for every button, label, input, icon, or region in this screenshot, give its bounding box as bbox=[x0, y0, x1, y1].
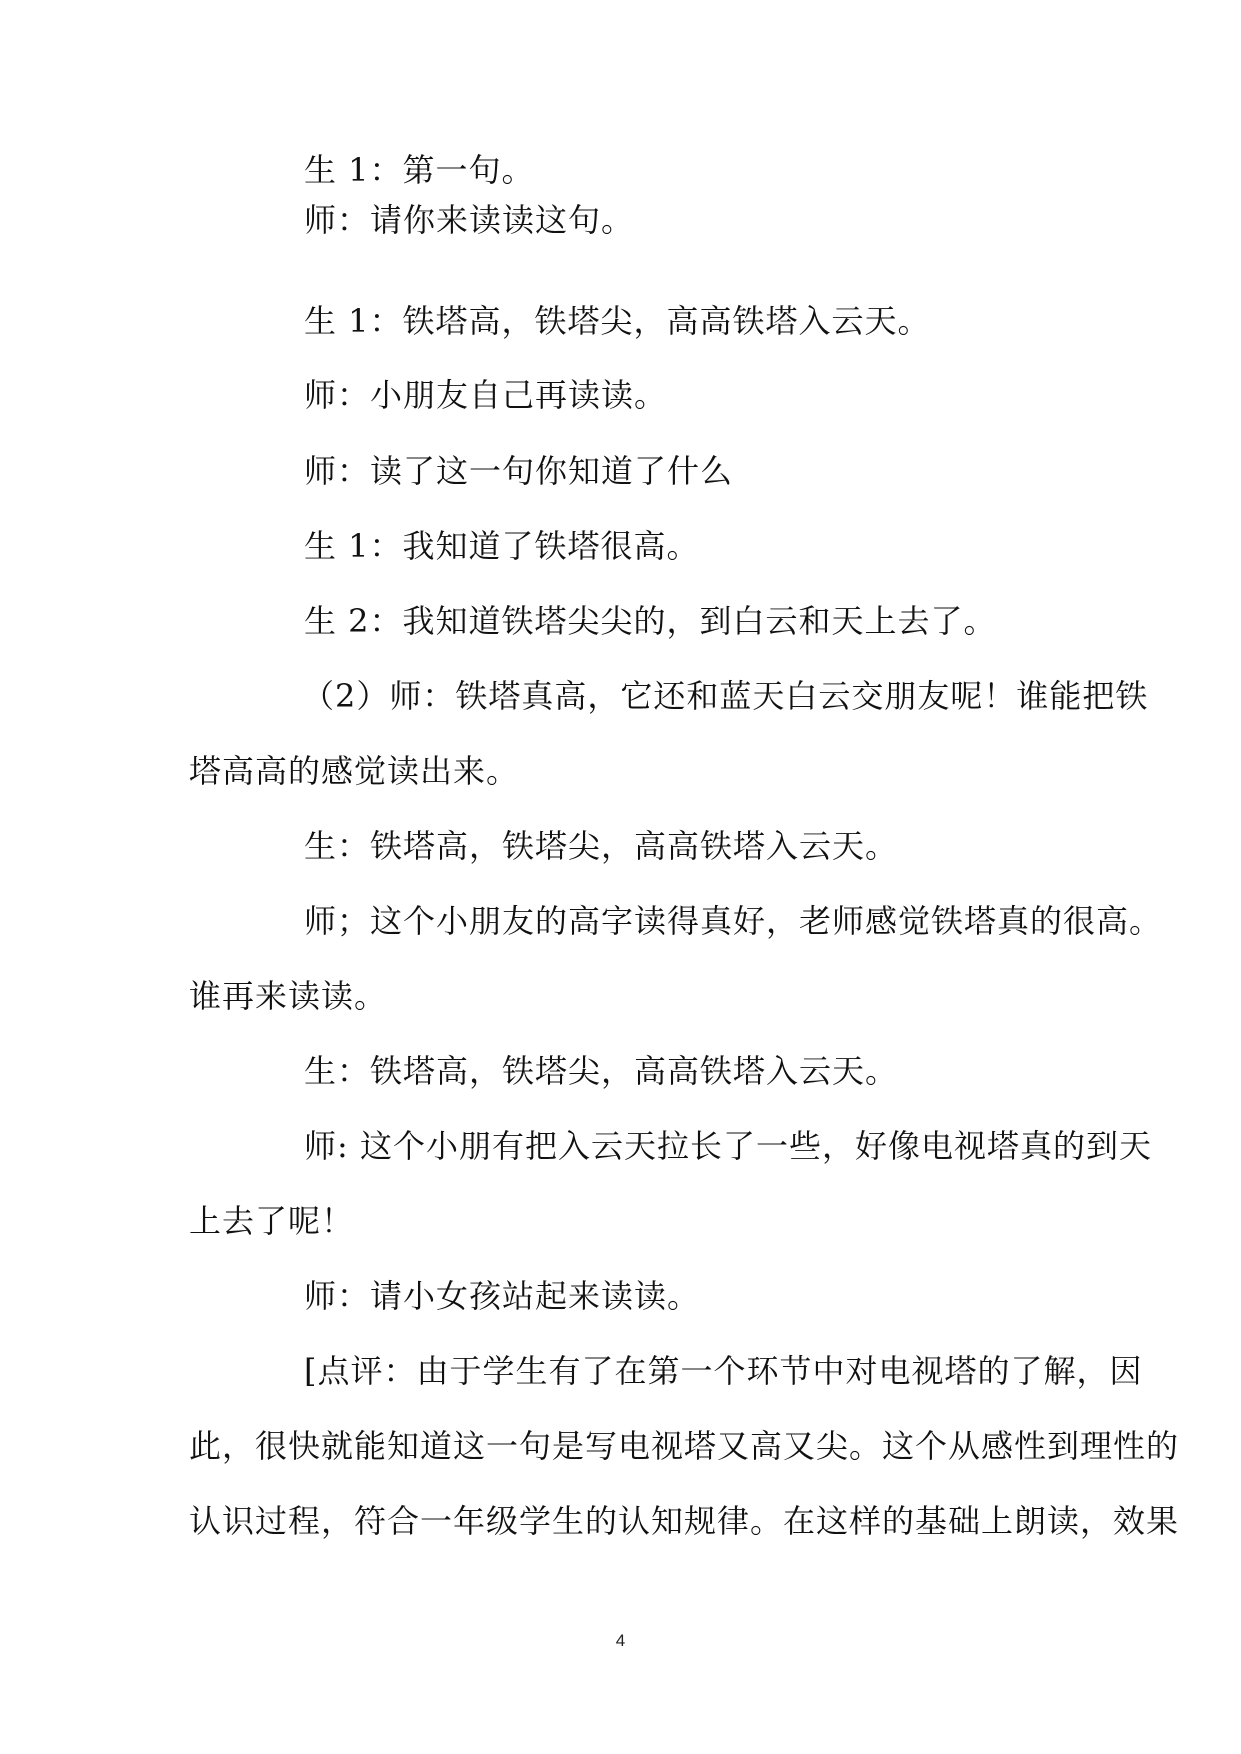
text-line: 塔高高的感觉读出来。 bbox=[189, 752, 520, 790]
text-line: 师：读了这一句你知道了什么 bbox=[304, 452, 734, 490]
text-line: 生 1：我知道了铁塔很高。 bbox=[304, 527, 700, 565]
text-line: 生 2：我知道铁塔尖尖的，到白云和天上去了。 bbox=[304, 602, 997, 640]
text-line: 生：铁塔高，铁塔尖，高高铁塔入云天。 bbox=[304, 827, 899, 865]
text-line: 此，很快就能知道这一句是写电视塔又高又尖。这个从感性到理性的 bbox=[189, 1427, 1180, 1465]
page-number: 4 bbox=[615, 1631, 626, 1650]
text-line: 师：请你来读读这句。 bbox=[304, 201, 635, 239]
text-line: （2）师：铁塔真高，它还和蓝天白云交朋友呢！谁能把铁 bbox=[302, 677, 1149, 715]
text-line: [点评：由于学生有了在第一个环节中对电视塔的了解，因 bbox=[304, 1352, 1143, 1390]
text-line: 谁再来读读。 bbox=[189, 977, 388, 1015]
text-line: 上去了呢！ bbox=[189, 1202, 355, 1240]
text-line: 师：小朋友自己再读读。 bbox=[304, 376, 668, 414]
text-line: 师：请小女孩站起来读读。 bbox=[304, 1277, 701, 1315]
text-line: 生：铁塔高，铁塔尖，高高铁塔入云天。 bbox=[304, 1052, 899, 1090]
text-line: 生 1：第一句。 bbox=[304, 151, 535, 189]
text-line: 师: 这个小朋有把入云天拉长了一些，好像电视塔真的到天 bbox=[304, 1127, 1152, 1165]
text-line: 认识过程，符合一年级学生的认知规律。在这样的基础上朗读，效果 bbox=[189, 1502, 1180, 1540]
text-line: 师；这个小朋友的高字读得真好，老师感觉铁塔真的很高。 bbox=[304, 902, 1163, 940]
text-line: 生 1：铁塔高，铁塔尖，高高铁塔入云天。 bbox=[304, 302, 931, 340]
